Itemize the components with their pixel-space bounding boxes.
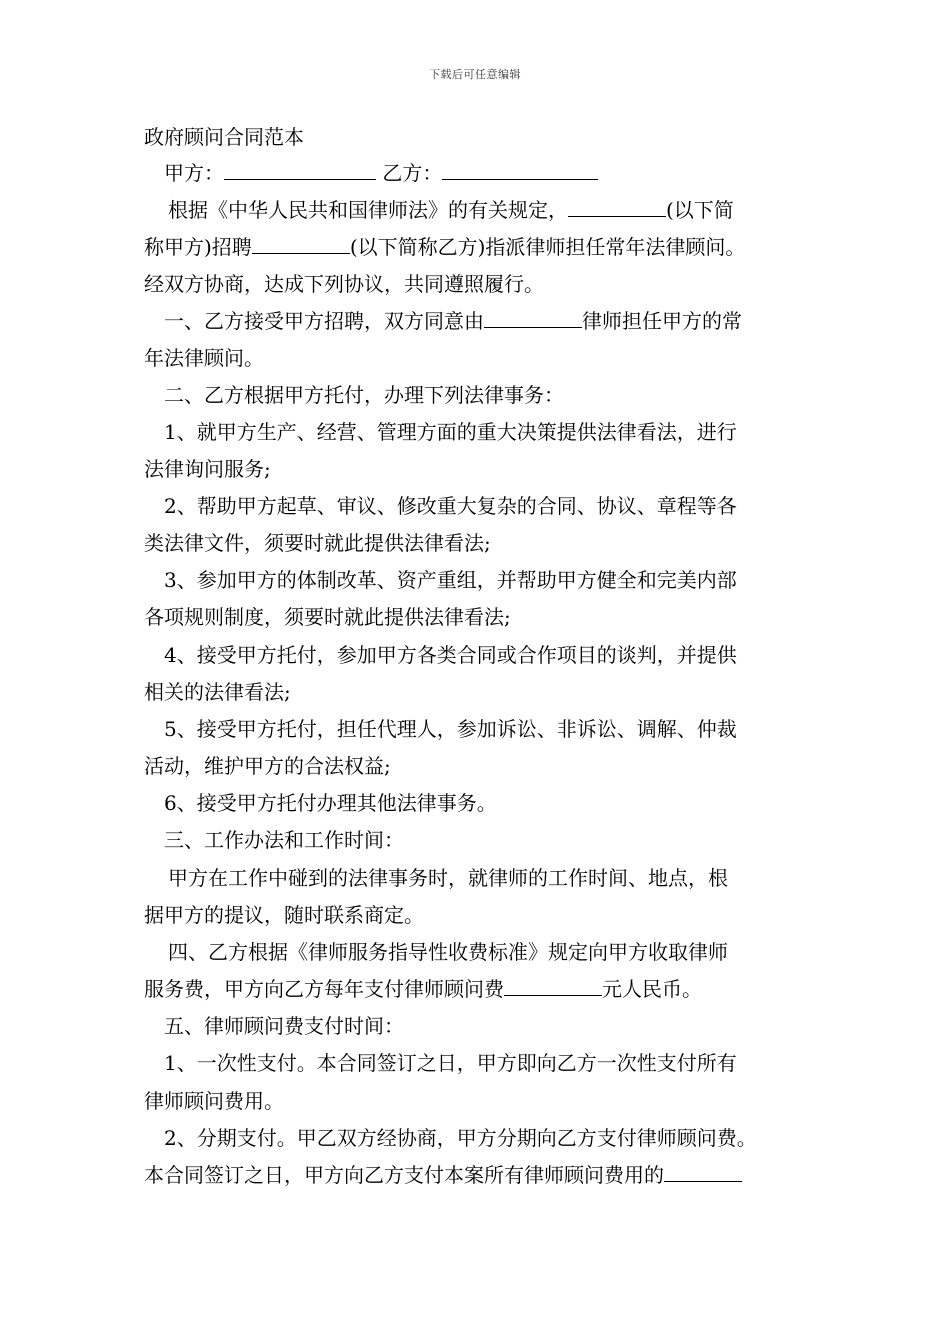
body-line: 1、一次性支付。本合同签订之日，甲方即向乙方一次性支付所有 [164,1051,737,1075]
party-a-blank[interactable] [224,160,376,180]
body-line: 据甲方的提议，随时联系商定。 [144,903,424,927]
body-line: 3、参加甲方的体制改革、资产重组，并帮助甲方健全和完美内部 [164,568,737,592]
body-line: 相关的法律看法; [144,680,291,704]
blank-field[interactable] [484,308,582,328]
party-b-label: 乙方： [382,161,443,185]
blank-field[interactable] [252,234,350,254]
blank-field[interactable] [504,976,602,996]
party-a-label: 甲方： [164,161,224,185]
body-line: 1、就甲方生产、经营、管理方面的重大决策提供法律看法，进行 [164,420,737,444]
body-line: 2、分期支付。甲乙双方经协商，甲方分期向乙方支付律师顾问费。 [164,1126,757,1150]
party-b-blank[interactable] [442,160,598,180]
body-line: 法律询问服务; [144,457,271,481]
line-text: 律师担任甲方的常 [582,309,742,333]
body-line [164,308,742,334]
body-line [144,1162,742,1188]
body-line: 律师顾问费用。 [144,1089,284,1113]
document-title: 政府顾问合同范本 [144,125,304,149]
body-line: 二、乙方根据甲方托付，办理下列法律事务： [164,383,564,407]
parties-line [164,160,598,186]
body-line [168,197,734,223]
line-text: 元人民币。 [602,977,702,1001]
body-line: 四、乙方根据《律师服务指导性收费标准》规定向甲方收取律师 [168,940,728,964]
body-line [144,976,702,1002]
body-line: 2、帮助甲方起草、审议、修改重大复杂的合同、协议、章程等各 [164,494,737,518]
body-line: 各项规则制度，须要时就此提供法律看法; [144,605,511,629]
header-note: 下载后可任意编辑 [429,68,521,81]
body-line: 活动，维护甲方的合法权益; [144,754,391,778]
body-line: 年法律顾问。 [144,346,264,370]
body-line: 经双方协商，达成下列协议，共同遵照履行。 [144,272,544,296]
line-text: 一、乙方接受甲方招聘，双方同意由 [164,309,484,333]
line-text: 服务费，甲方向乙方每年支付律师顾问费 [144,977,504,1001]
body-line: 类法律文件，须要时就此提供法律看法; [144,531,491,555]
body-line: 五、律师顾问费支付时间： [164,1014,404,1038]
line-text: 本合同签订之日，甲方向乙方支付本案所有律师顾问费用的 [144,1163,664,1187]
body-line: 甲方在工作中碰到的法律事务时，就律师的工作时间、地点，根 [168,866,728,890]
body-line: 5、接受甲方托付，担任代理人，参加诉讼、非诉讼、调解、仲裁 [164,717,737,741]
line-text: 称甲方)招聘 [144,235,252,259]
body-line: 4、接受甲方托付，参加甲方各类合同或合作项目的谈判，并提供 [164,643,737,667]
body-line: 三、工作办法和工作时间： [164,828,404,852]
blank-field[interactable] [568,197,666,217]
line-text: 根据《中华人民共和国律师法》的有关规定， [168,198,568,222]
line-text: (以下简称乙方)指派律师担任常年法律顾问。 [349,235,746,259]
body-line [144,234,745,260]
body-line: 6、接受甲方托付办理其他法律事务。 [164,791,497,815]
blank-field[interactable] [664,1162,742,1182]
line-text: (以下简 [666,198,734,222]
